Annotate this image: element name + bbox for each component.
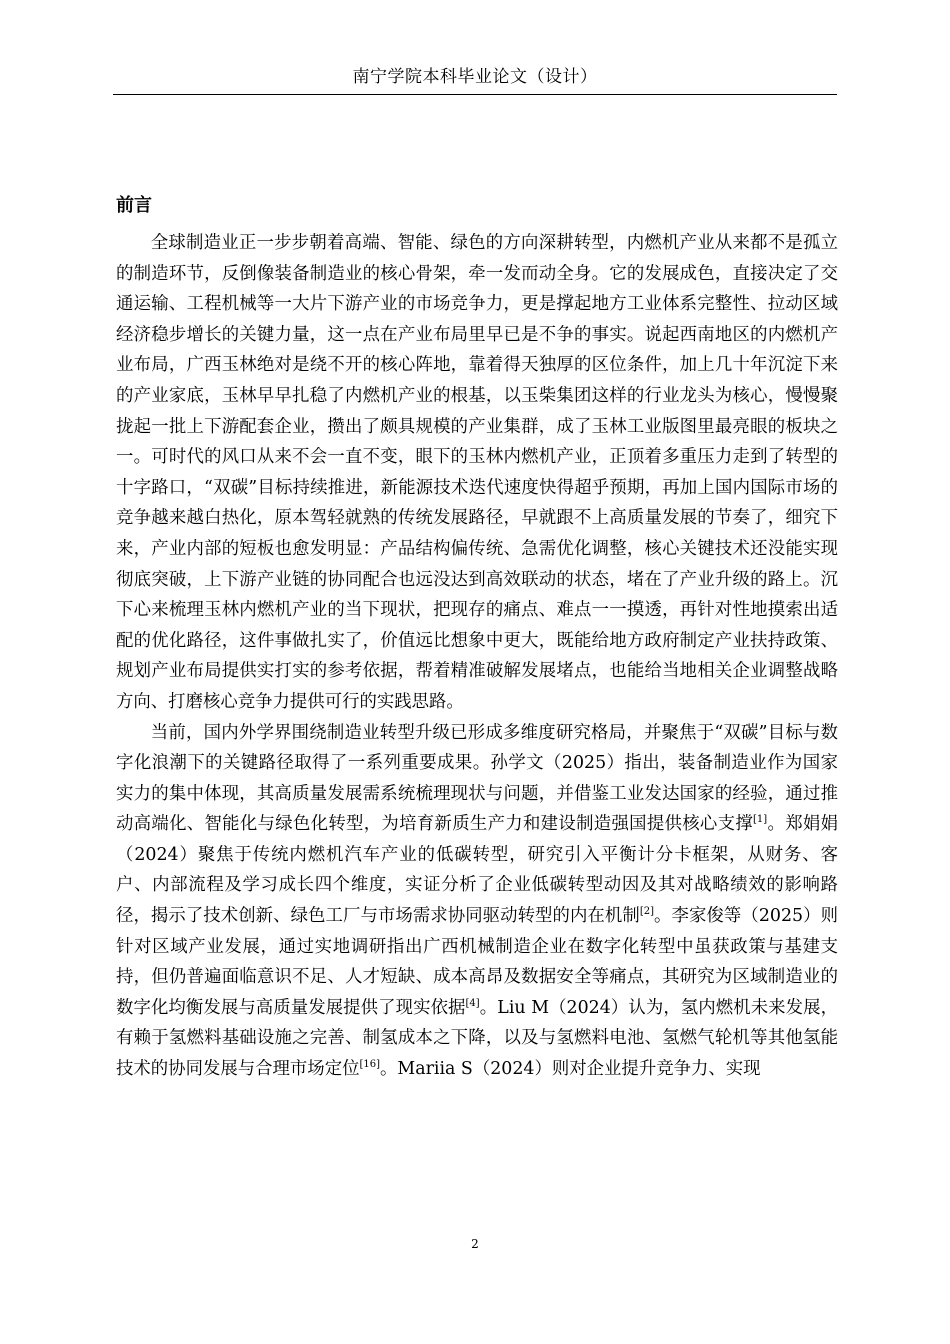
page-number: 2 [471, 1237, 479, 1251]
running-header: 南宁学院本科毕业论文（设计） [352, 67, 598, 87]
paragraph-2 [116, 718, 838, 1085]
citation-4: [4] [465, 997, 480, 1009]
paragraph-2-text: 。李家俊等（2025）则针对区域产业发展，通过实地调研指出广西机械制造企业在数字化转型中虽获政策与基建支持，但仍普遍面临意识不足、人才短缺、成本高昂及数据安全等痛点，其研究为区域制造业的数字化均衡发展与高质量发展提供了现实依据 [116, 906, 838, 1018]
body-text [116, 228, 838, 1085]
section-heading: 前言 [116, 195, 152, 216]
citation-16: [16] [359, 1059, 381, 1071]
paragraph-1 [116, 228, 838, 718]
paragraph-2-text: 。Mariia S（2024）则对企业提升竞争力、实现 [380, 1059, 761, 1080]
citation-2: [2] [639, 906, 654, 918]
paragraph-1-text: 全球制造业正一步步朝着高端、智能、绿色的方向深耕转型，内燃机产业从来都不是孤立的制造环节，反倒像装备制造业的核心骨架，牵一发而动全身。它的发展成色，直接决定了交通运输、工程机械等一大片下游产业的市场竞争力，更是撑起地方工业体系完整性、拉动区域经济稳步增长的关键力量，这一点在产业布局里早已是不争的事实。说起西南地区的内燃机产业布局，广西玉林绝对是绕不开的核心阵地，靠着得天独厚的区位条件，加上几十年沉淀下来的产业家底，玉林早早扎稳了内燃机产业的根基，以玉柴集团这样的行业龙头为核心，慢慢聚拢起一批上下游配套企业，攒出了颇具规模的产业集群，成了玉林工业版图里最亮眼的板块之一。可时代的风口从来不会一直不变，眼下的玉林内燃机产业，正顶着多重压力走到了转型的十字路口，“双碳”目标持续推进，新能源技术迭代速度快得超乎预期，再加上国内国际市场的竞争越来越白热化，原本驾轻就熟的传统发展路径，早就跟不上高质量发展的节奏了，细究下来，产业内部的短板也愈发明显：产品结构偏传统、急需优化调整，核心关键技术还没能实现彻底突破，上下游产业链的协同配合也远没达到高效联动的状态，堵在了产业升级的路上。沉下心来梳理玉林内燃机产业的当下现状，把现存的痛点、难点一一摸透，再针对性地摸索出适配的优化路径，这件事做扎实了，价值远比想象中更大，既能给地方政府制定产业扶持政策、规划产业布局提供实打实的参考依据，帮着精准破解发展堵点，也能给当地相关企业调整战略方向、打磨核心竞争力提供可行的实践思路。 [116, 233, 838, 712]
paragraph-2-text: 。郑娟娟（2024）聚焦于传统内燃机汽车产业的低碳转型，研究引入平衡计分卡框架，从财务、客户、内部流程及学习成长四个维度，实证分析了企业低碳转型动因及其对战略绩效的影响路径，揭示了技术创新、绿色工厂与市场需求协同驱动转型的内在机制 [116, 814, 838, 927]
header-divider [113, 94, 837, 95]
paragraph-2-text: 当前，国内外学界围绕制造业转型升级已形成多维度研究格局，并聚焦于“双碳”目标与数字化浪潮下的关键路径取得了一系列重要成果。孙学文（2025）指出，装备制造业作为国家实力的集中体现，其高质量发展需系统梳理现状与问题，并借鉴工业发达国家的经验，通过推动高端化、智能化与绿色化转型，为培育新质生产力和建设制造强国提供核心支撑 [116, 722, 838, 835]
paragraph-2-text: 。Liu M（2024）认为，氢内燃机未来发展，有赖于氢燃料基础设施之完善、制氢成本之下降，以及与氢燃料电池、氢燃气轮机等其他氢能技术的协同发展与合理市场定位 [116, 997, 838, 1080]
citation-1: [1] [753, 814, 768, 826]
